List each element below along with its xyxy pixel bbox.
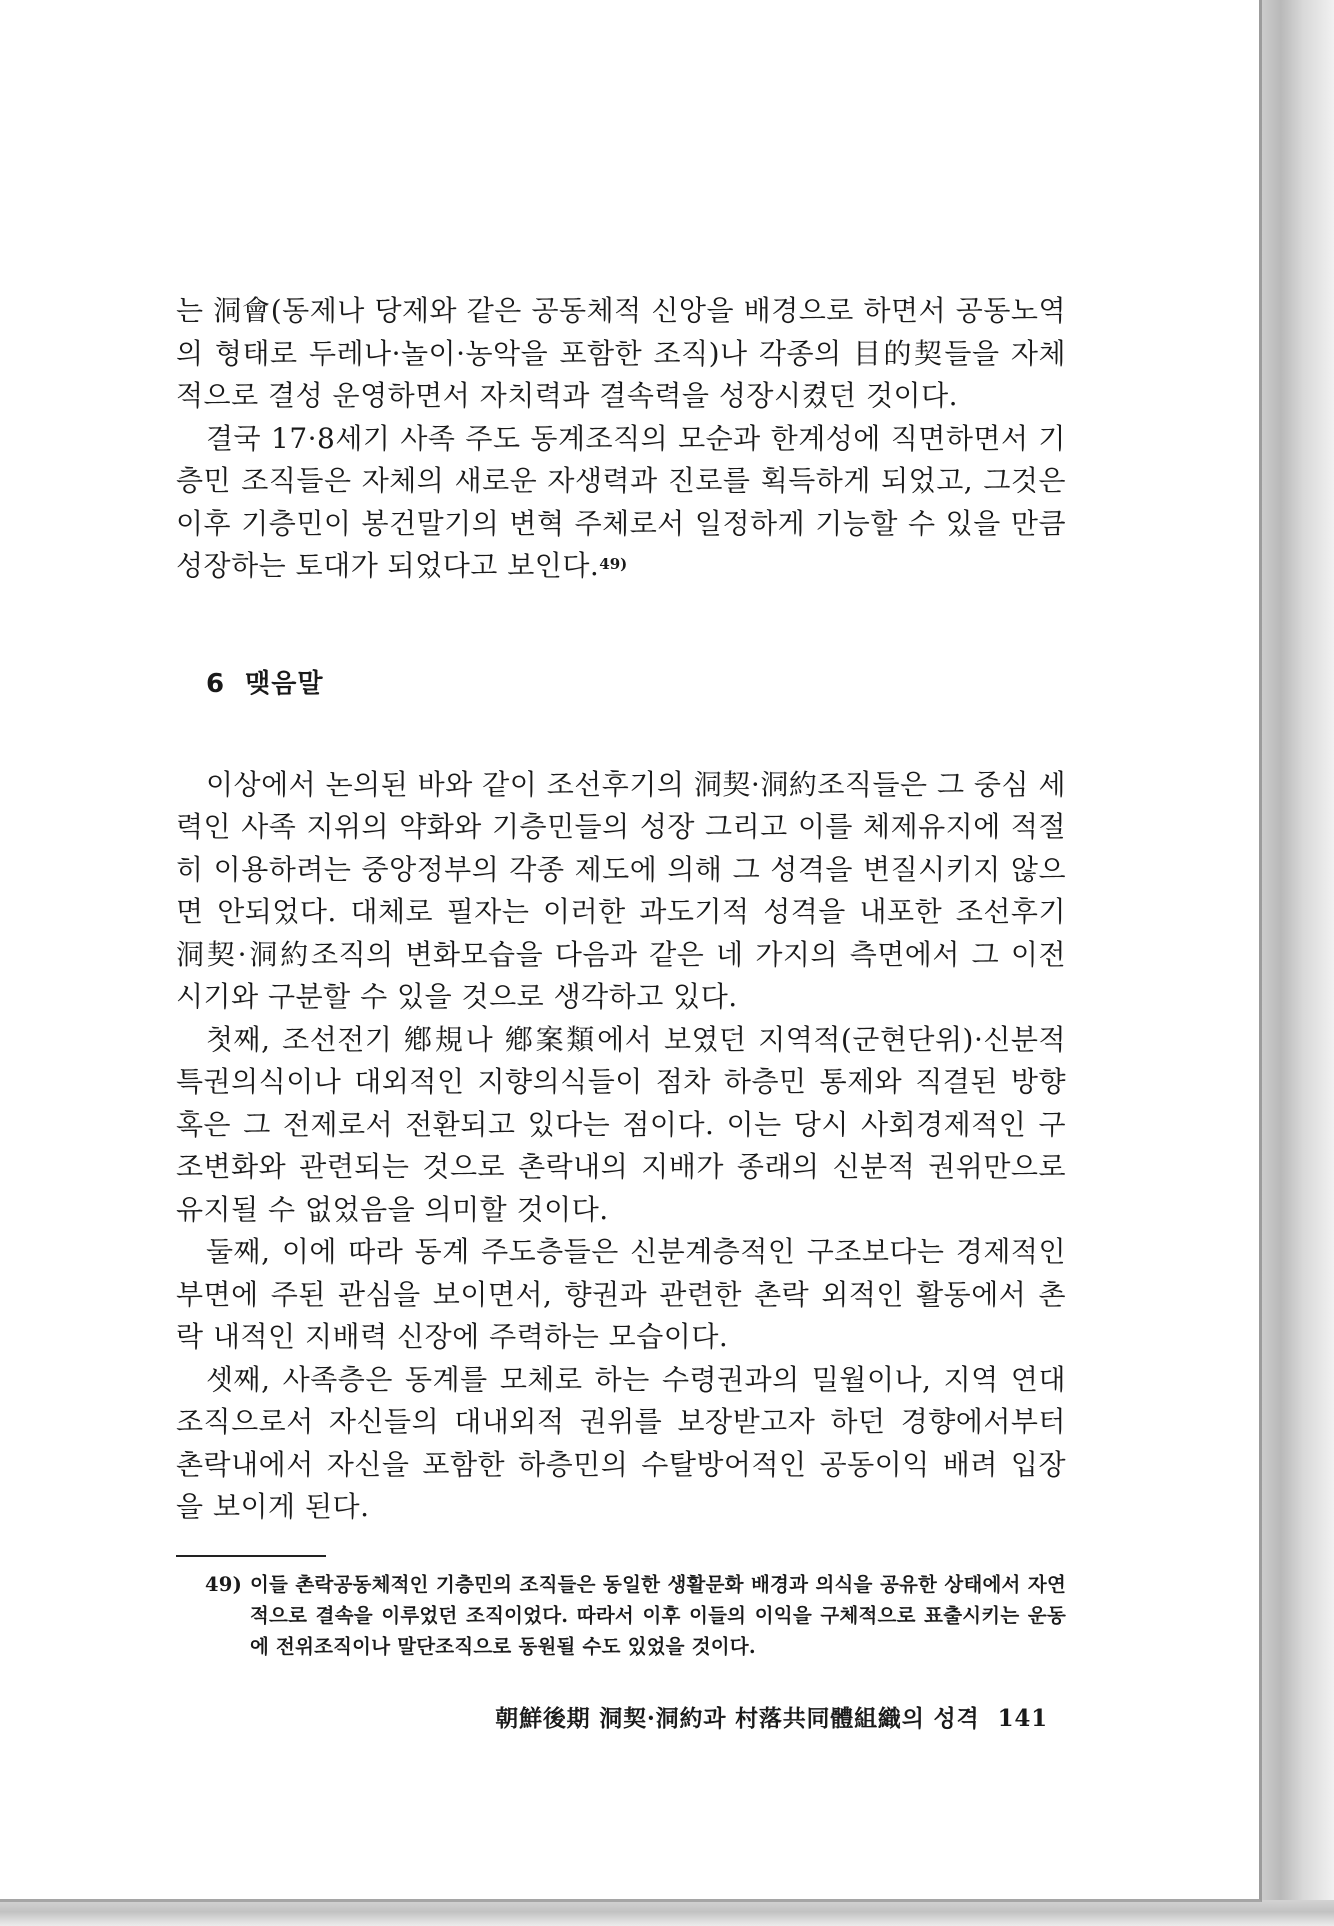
running-footer xyxy=(176,1700,1048,1733)
conclusion-paragraph-text: 결국 17·8세기 사족 주도 동계조직의 모순과 한계성에 직면하면서 기층민 조직들은 자체의 새로운 자생력과 진로를 획득하게 되었고, 그것은 이후 기층민이 봉건말기의 변혁 주체로서 일정하게 기능할 수 있을 만큼 성장하는 토대가 되었다고 보인다. xyxy=(176,421,1066,582)
footnote-text: 이들 촌락공동체적인 기층민의 조직들은 동일한 생활문화 배경과 의식을 공유한 상태에서 자연적으로 결속을 이루었던 조직이었다. 따라서 이후 이들의 이익을 구체적으로 표출시키는 운동에 전위조직이나 말단조직으로 동원될 수도 있었을 것이다. xyxy=(250,1572,1066,1658)
section-title: 맺음말 xyxy=(245,668,324,699)
closing-first-paragraph: 첫째, 조선전기 鄕規나 鄕案類에서 보였던 지역적(군현단위)·신분적 특권의식이나 대외적인 지향의식들이 점차 하층민 통제와 직결된 방향 혹은 그 전제로서 전환되고 있다는 점이다. 이는 당시 사회경제적인 구조변화와 관련되는 것으로 촌락내의 지배가 종래의 신분적 권위만으로 유지될 수 없었음을 의미할 것이다. xyxy=(176,1022,1066,1226)
section-heading xyxy=(206,664,1066,704)
footnote-number: 49) xyxy=(205,1572,242,1596)
closing-second-paragraph: 둘째, 이에 따라 동계 주도층들은 신분계층적인 구조보다는 경제적인 부면에 주된 관심을 보이면서, 향권과 관련한 촌락 외적인 활동에서 촌락 내적인 지배력 신장에 주력하는 모습이다. xyxy=(176,1235,1066,1353)
page-edge-shadow xyxy=(1258,0,1334,1926)
section-spacer xyxy=(176,588,1066,664)
page-content xyxy=(176,290,1066,1662)
footnote-reference: 49) xyxy=(599,555,628,573)
section-number: 6 xyxy=(206,668,226,699)
heading-spacer xyxy=(176,704,1066,764)
closing-third-paragraph: 셋째, 사족층은 동계를 모체로 하는 수령권과의 밀월이나, 지역 연대조직으로서 자신들의 대내외적 권위를 보장받고자 하던 경향에서부터 촌락내에서 자신을 포함한 하층민의 수탈방어적인 공동이익 배려 입장을 보이게 된다. xyxy=(176,1362,1066,1523)
closing-intro-paragraph: 이상에서 논의된 바와 같이 조선후기의 洞契·洞約조직들은 그 중심 세력인 사족 지위의 약화와 기층민들의 성장 그리고 이를 체제유지에 적절히 이용하려는 중앙정부의 각종 제도에 의해 그 성격을 변질시키지 않으면 안되었다. 대체로 필자는 이러한 과도기적 성격을 내포한 조선후기 洞契·洞約조직의 변화모습을 다음과 같은 네 가지의 측면에서 그 이전 시기와 구분할 수 있을 것으로 생각하고 있다. xyxy=(176,767,1066,1013)
footnote-49 xyxy=(176,1569,1066,1662)
page-number: 141 xyxy=(997,1705,1048,1732)
page-bottom-shadow xyxy=(0,1900,1334,1926)
conclusion-paragraph xyxy=(176,418,1066,588)
footnote-rule xyxy=(176,1555,326,1557)
continuation-paragraph: 는 洞會(동제나 당제와 같은 공동체적 신앙을 배경으로 하면서 공동노역의 형태로 두레나·놀이·농악을 포함한 조직)나 각종의 目的契들을 자체적으로 결성 운영하면서 자치력과 결속력을 성장시켰던 것이다. xyxy=(176,294,1066,412)
running-title: 朝鮮後期 洞契·洞約과 村落共同體組織의 성격 xyxy=(495,1705,980,1732)
